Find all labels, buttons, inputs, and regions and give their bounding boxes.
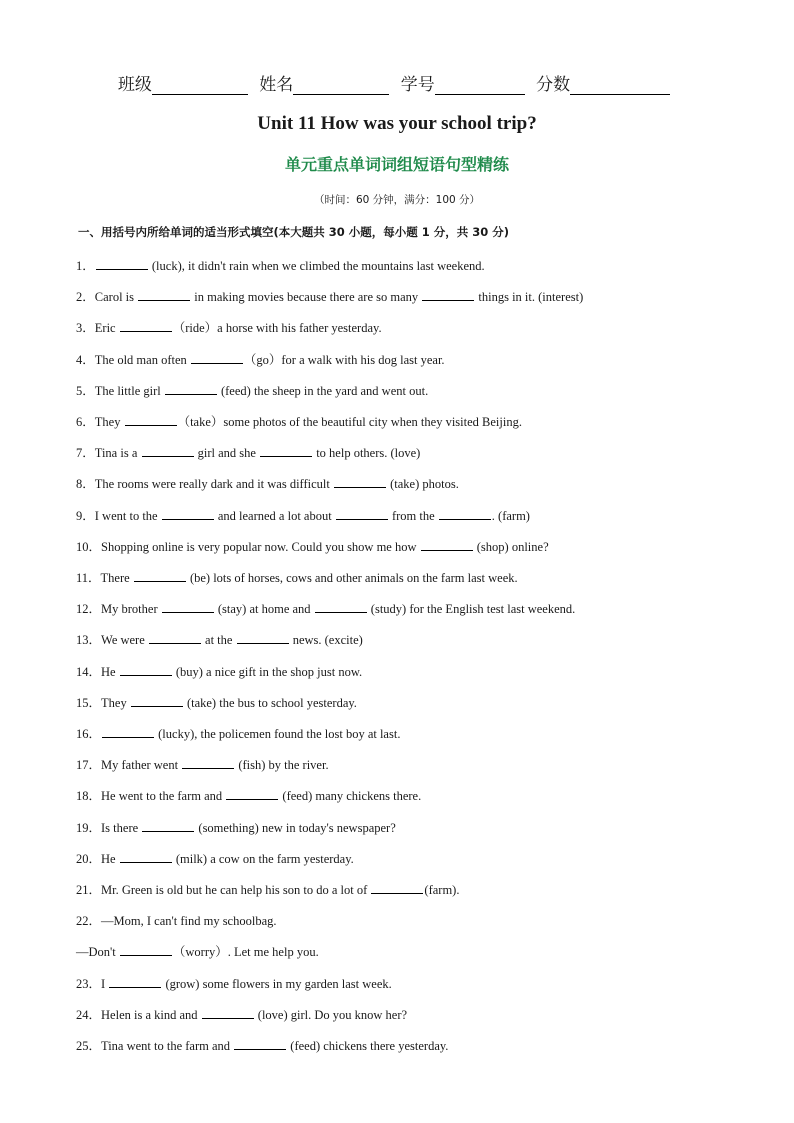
answer-blank[interactable] [182,756,234,769]
question-number: 9． [76,508,95,523]
question-text: (buy) a nice gift in the shop just now. [172,664,363,679]
question-number: 20． [76,851,102,866]
question-text: (lucky), the policemen found the lost boy at last. [155,727,401,741]
question-number: 7． [76,446,95,461]
question-text: (take) photos. [387,477,459,492]
answer-blank[interactable] [138,288,190,301]
answer-blank[interactable] [120,943,172,956]
question-text: Carol is [94,290,138,305]
question-item [76,818,776,836]
answer-blank[interactable] [202,1006,254,1019]
answer-blank[interactable] [162,507,214,520]
class-label: 班级 [117,75,152,95]
name-field[interactable] [259,70,395,95]
question-text: （go）for a walk with his dog last year. [243,352,445,367]
answer-blank[interactable] [120,663,172,676]
question-text: in making movies because there are so many [191,290,422,305]
answer-blank[interactable] [315,600,367,613]
answer-blank[interactable] [421,538,473,551]
question-text: (take) the bus to school yesterday. [183,695,357,710]
question-text: They [94,415,124,429]
question-number: 16． [76,727,102,741]
question-number: 8． [76,477,95,492]
answer-blank[interactable] [142,444,194,457]
question-number: 3． [76,321,95,336]
question-item [76,911,776,929]
answer-blank[interactable] [120,319,172,332]
question-number: 25． [76,1039,102,1053]
page-title: Unit 11 How was your school trip? [257,113,537,134]
question-text: —Don't [76,945,119,960]
question-text: (feed) many chickens there. [279,789,422,804]
question-text: news. (excite) [289,633,363,648]
question-number: 12． [76,602,102,617]
question-item [76,318,776,336]
question-number: 11． [76,571,101,585]
section-title: 一、用括号内所给单词的适当形式填空(本大题共 30 小题，每小题 1 分，共 30 分) [78,225,510,239]
question-text: He went to the farm and [101,789,226,804]
answer-blank[interactable] [191,351,243,364]
question-text: My brother [101,602,161,617]
answer-blank[interactable] [102,725,154,738]
answer-blank[interactable] [334,475,386,488]
answer-blank[interactable] [125,413,177,426]
question-item [76,256,776,274]
question-text: things in it. (interest) [475,290,584,305]
question-item [76,537,776,555]
question-item [76,630,776,648]
question-item [76,974,776,992]
answer-blank[interactable] [142,819,194,832]
question-text: Is there [101,820,142,835]
question-item [76,786,776,804]
question-text: (study) for the English test last weekend. [367,602,576,617]
answer-blank[interactable] [165,382,217,395]
question-text: The old man often [94,352,190,367]
question-item [76,724,776,742]
question-text: My father went [101,758,182,773]
question-number: 17． [76,758,102,773]
question-text: He [101,851,119,866]
question-text: We were [101,633,148,648]
question-item [76,350,776,368]
question-number: 22． [76,914,102,929]
question-text: (luck), it didn't rain when we climbed the mountains last weekend. [148,259,485,273]
question-item [76,443,776,461]
answer-blank[interactable] [371,881,423,894]
question-number: 10． [76,539,102,554]
answer-blank[interactable] [237,631,289,644]
question-item [76,287,776,305]
answer-blank[interactable] [336,507,388,520]
question-number: 14． [76,664,102,679]
answer-blank[interactable] [162,600,214,613]
question-text: (fish) by the river. [235,758,329,773]
question-text: —Mom, I can't find my schoolbag. [101,914,277,929]
answer-blank[interactable] [109,975,161,988]
answer-blank[interactable] [439,507,491,520]
question-item [76,474,776,492]
answer-blank[interactable] [134,569,186,582]
question-text: (love) girl. Do you know her? [254,1007,408,1022]
answer-blank[interactable] [120,850,172,863]
question-text: (farm). [424,883,460,897]
question-text: Tina went to the farm and [101,1039,234,1053]
question-item [76,1005,776,1023]
question-text: (feed) the sheep in the yard and went out. [217,383,429,398]
question-text: (be) lots of horses, cows and other animals on the farm last week. [186,571,518,585]
timing-note: （时间：60 分钟，满分：100 分） [313,194,481,206]
question-text: Shopping online is very popular now. Could you show me how [101,539,420,554]
student-id-label: 学号 [400,75,435,95]
question-number: 23． [76,976,102,991]
student-id-field[interactable] [401,70,531,95]
question-item [76,942,776,960]
answer-blank[interactable] [260,444,312,457]
question-text: to help others. (love) [313,446,421,461]
question-number: 15． [76,695,102,710]
question-text: Mr. Green is old but he can help his son to do a lot of [101,883,371,897]
question-text: （ride）a horse with his father yesterday. [172,321,382,336]
question-item [76,880,776,898]
question-item [76,662,776,680]
question-number: 19． [76,820,102,835]
student-info-header [0,70,794,95]
page-subtitle: 单元重点单词词组短语句型精练 [284,155,509,174]
question-item [76,755,776,773]
question-item [76,506,776,524]
question-item [76,381,776,399]
question-text: and learned a lot about [214,508,335,523]
question-item [76,412,776,430]
question-text: (stay) at home and [214,602,314,617]
question-item [76,1036,776,1054]
question-item [76,568,776,586]
question-text: (grow) some flowers in my garden last week. [162,976,392,991]
answer-blank[interactable] [96,257,148,270]
class-field[interactable] [118,70,254,95]
question-text: I went to the [94,508,161,523]
question-text: There [100,571,133,585]
question-text: The rooms were really dark and it was difficult [94,477,333,492]
answer-blank[interactable] [131,694,183,707]
question-item [76,693,776,711]
question-text: at the [201,633,236,648]
question-text: The little girl [94,383,164,398]
question-text: （take）some photos of the beautiful city when they visited Beijing. [177,415,522,429]
question-text: (shop) online? [473,539,549,554]
question-number: 13． [76,633,102,648]
name-label: 姓名 [259,75,294,95]
answer-blank[interactable] [226,787,278,800]
question-text: He [101,664,119,679]
question-text: Helen is a kind and [101,1007,201,1022]
question-number: 4． [76,352,95,367]
question-text: I [101,976,109,991]
answer-blank[interactable] [234,1037,286,1050]
question-text: (feed) chickens there yesterday. [287,1039,449,1053]
question-number: 24． [76,1007,102,1022]
score-field[interactable] [536,70,676,95]
question-text: from the [388,508,438,523]
question-text: girl and she [194,446,260,461]
question-text: (something) new in today's newspaper? [195,820,396,835]
question-text: They [101,695,130,710]
question-number: 6． [76,415,95,429]
score-label: 分数 [536,75,571,95]
question-text: . (farm) [491,508,530,523]
answer-blank[interactable] [149,631,201,644]
question-number: 18． [76,789,102,804]
question-item [76,599,776,617]
question-number: 2． [76,290,95,305]
question-text: Eric [94,321,119,336]
answer-blank[interactable] [422,288,474,301]
question-number: 21． [76,883,102,897]
question-number: 5． [76,383,95,398]
question-text: Tina is a [94,446,141,461]
question-text: （worry）. Let me help you. [172,945,319,960]
question-number: 1． [76,259,95,273]
question-text: (milk) a cow on the farm yesterday. [172,851,354,866]
question-item [76,849,776,867]
